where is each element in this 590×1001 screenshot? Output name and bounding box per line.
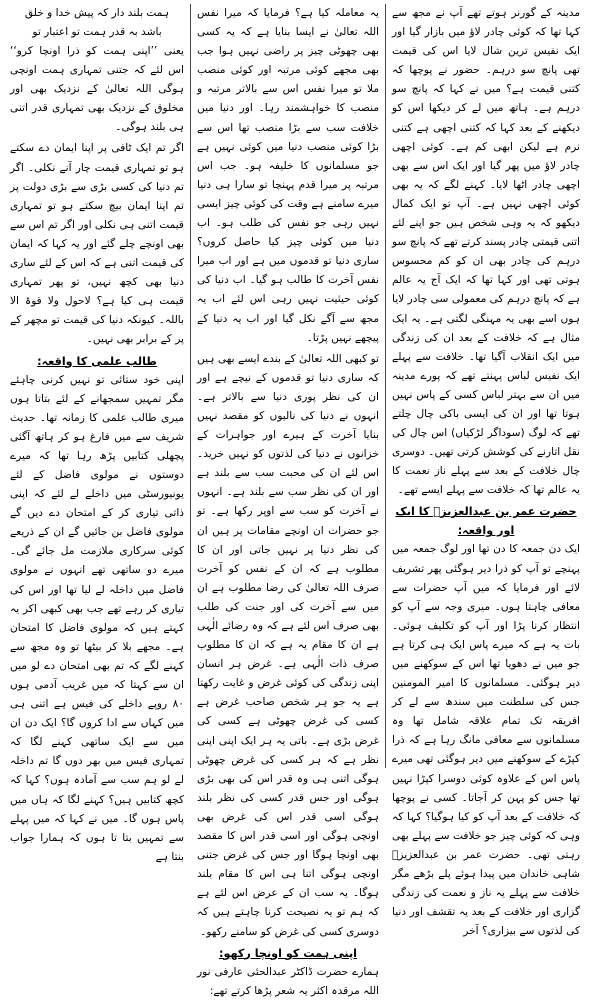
document-page xyxy=(4,4,586,997)
verse-line: باشد بہ قدر ہمت تو اعتبار تو xyxy=(32,26,162,38)
paragraph: تو کبھی اللہ تعالیٰ کے بندے ایسے بھی ہیں کہ ساری دنیا تو قدموں کے نیچے ہے اور ان کی نظر پوری دنیا سے بالاتر ہے۔ انہوں نے دنیا کی نالیوں کو مقصد نہیں بنایا آخرت کے ہیرے اور جواہرات کے خزانوں نے دنیا کی لذتوں کو نہیں خرید۔ اس لئے ان کی محبت سب سے بلند ہے اور ان کی نظر سب سے بلند ہے۔ انہوں نے آخرت کو سب سے اوپر رکھا ہے۔ تو جو حضرات ان اونچے مقامات پر ہیں ان کی نظر دنیا پر نہیں جاتی اور ان کا مطلوب ہے کہ ان کے نفس کو آخرت صرف اللہ تعالیٰ کی رضا مطلوب ہے ان میں سے آخرت کی اور جنت کی طلب بھی صرف اس لئے ہے کہ وہ رضائے الٰہی ہے ان کا مقام یہ ہے کہ ان کا مطلوب صرف ذات الٰہی ہے۔ غرض ہر انسان اپنی زندگی کی کوئی غرض و غایت رکھتا ہے یہ جو ہر شخص صاحب غرض ہے کسی کی غرض چھوٹی ہے کسی کی غرض بڑی ہے۔ باتی یہ ہر ایک اپنی اپنی نظر ہے کہ ہر کسی کی غرض چھوٹی ہوگی اتنی ہی وہ قدر اس کی بھی بڑی ہوگی اور جس قدر کسی کی نظر بلند ہوگی اسی قدر اس کی غرض بھی اونچی ہوگی اور اسی قدر اس کا مقصد بھی اونچا ہوگا اور جس کی غرض جتنی اونچی ہوگی اتنا ہی اس کا مقام بلند ہوگا۔ یہ سب ان کے عرض اس لئے ہے کہ ہم تو یہ نصیحت کرنا چاہتے ہیں کہ دوسری کسی کی غرض کو سامنے رکھو۔ xyxy=(197,352,379,938)
column-left xyxy=(4,4,190,863)
column-right xyxy=(386,4,586,938)
paragraph: مدینہ کے گورنر ہوتے تھے آپ نے مجھ سے کہا تھا کہ کوئی چادر لاؤ میں بازار گیا اور ایک نفیس ترین شال لایا اس کی قیمت تھی پانچ سو درہم۔ حضور نے پوچھا کہ کتنی قیمت ہے؟ میں نے کہا کہ پانچ سو درہم ہے۔ ہاتھ میں لے کر دیکھا اس کو دیکھنے کے بعد کہا کہ کتنی اچھی ہے کتنی نرم ہے لیکن ابھی کم ہے۔ کوئی اچھی چادر لاؤ میں پھر گیا اور ایک اس سے بھی اچھی چادر اٹھا لایا۔ کہنے لگے کہ یہ بھی کوئی اچھی نہیں ہے۔ آپ تو ایک کمال دیکھو کہ یہ وہی شخص ہیں جو اپنے لئے اتنی قیمتی چادر پسند کرتے تھے کہ پانچ سو درہم کی چادر بھی ان کو کم محسوس ہوتی تھی اور کہا تھا کہ ایک آج یہ عالم ہے کہ پانچ درہم کی معمولی سی چادر لایا ہوں اسے بھی یہ مہنگی لگتی ہے۔ یہ ایک مثال ہے کہ خلافت کے بعد ان کی زندگی میں ایک انقلاب آگیا تھا۔ خلافت سے پہلے ایک نفیس لباس پہنتے تھے کہ پورے مدینہ میں ان سے بہتر لباس کسی کے پاس نہیں ہوتا تھا اور ان کی ایسی باکی چال چلتے تھے کہ لوگ (سوداگر لڑکیاں) اس چال کی نقل اتارنے کی کوشش کرتی تھیں۔ دوسری چال خلافت کے بعد سے پہلے ناز نعمت کا یہ عالم تھا کہ خلافت سے پہلے ایسے تھے۔ xyxy=(392,7,580,497)
paragraph: اپنی خود ستائی تو نہیں کرنی چاہئے مگر تمہیں سمجھانے کے لئے بتاتا ہوں میری طالب علمی کا زمانہ تھا۔ حدیث شریف سے میں فارغ ہو کر ہاتھ آگئی پچھلی کتابیں پڑھ رہا تھا کہ میرے دوستوں نے مولوی فاضل کے لئے یونیورسٹی میں داخلے لے لئے کہ اپنی ذاتی تیاری کر کے امتحان دے دیں گے مولوی فاضل بن جائیں گے ان کے ذریعے کوئی سرکاری ملازمت مل جائے گی۔ میرے دو ساتھی تھے انہوں نے مولوی فاضل میں داخلہ لے لیا تھا اور اس کی تیاری کر رہے تھے جب بھی کبھی اکر یہ کہتے ہیں کہ مولوی فاضل کا امتحان ہے۔ مجھے بلا کر بیٹھا تو وہ مجھ سے کہنے لگے کہ تم بھی امتحان دے لو میں ان سے کہتا کہ میں غریب آدمی ہوں ۸۰ روپے داخلے کی فیس ہے اتنی ہی میں کہاں سے ادا کروں گا؟ ایک دن ان میں سے ایک ساتھی کہنے لگا کہ تمہاری فیس میں بھر دوں گا تم داخلہ لے لو ہم سب سے آمادہ ہوں؟ کہا کہ کچھ کتابیں ہیں؟ کہنے لگا کہ ہاں میں پاس ہوں گا۔ میں نے کہا کہ میں پہلے سے تمہیں بتا تا ہوں کہ ہمارا جواب بنتا ہے xyxy=(10,373,184,863)
paragraph: ہمارے حضرت ڈاکٹر عبدالحئی عارفی نور اللہ مرقدہ اکثر یہ شعر پڑھا کرتے تھے: xyxy=(197,965,379,997)
paragraph: اگر تم ایک ٹافی پر اپنا ایمان دے سکتے ہو تو تمہاری قیمت چار آنے نکلی۔ اگر تم دنیا کی کسی بڑی سے بڑی دولت پر تم اپنا ایمان بیچ سکتے ہو تو تمہاری قیمت اتنی ہی نکلی اور اگر تم اس سے بھی اونچے چلے گئے اور یہ کہا کہ ایمان کی قیمت اتنی ہے کہ اس کے لئے ساری دنیا بھی کچھ نہیں، تو پھر تمہاری قیمت ہی کیا ہے؟ لاحول ولا قوۃ الا باللہ۔ کیونکہ دنیا کی قیمت تو مچھر کے پر کے برابر بھی نہیں۔ xyxy=(10,142,184,346)
verse-line: ہمت بلند دار کہ پیش خدا و خلق xyxy=(24,7,170,19)
section-heading: اپنی ہمت کو اونچا رکھو: xyxy=(219,946,357,960)
paragraph: ایک دن جمعہ کا دن تھا اور لوگ جمعہ میں پہنچے تو آپ کو ذرا دیر ہوگئی پھر تشریف لائے اور فرمایا کہ میں آپ حضرات سے معافی چاہتا ہوں۔ میری وجہ سے آپ کو انتظار کرنا پڑا اور آپ کو تکلیف ہوئی۔ بات یہ ہے کہ میرے پاس ایک ہی کرتا ہے جو میں نے دھویا تھا اس کے سوکھنے میں دیر ہوگئی۔ مسلمانوں کا امیر المومنین جس کی سلطنت میں سندھ سے لے کر افریقہ تک تمام علاقہ شامل تھا وہ مسلمانوں سے معافی مانگ رہا ہے کہ ذرا کپڑے کے سوکھنے میں دیر ہوگئی تھی میرے پاس اس کے علاوہ کوئی دوسرا کپڑا نہیں تھا جس کو پہن کر آجاتا۔ کسی نے پوچھا کہ خلافت کے بعد آپ کو کیا ہوگیا؟ کہا کہ وہی کہ کوئی چیز جو خلافت سے پہلے بھی رہتی تھی۔ حضرت عمر بن عبدالعزیزؒ شاہی خاندان میں پیدا ہوئے پلے بڑھے مگر خلافت سے پہلے یہ ناز و نعمت کی زندگی گزاری اور خلافت کے بعد یہ تقشف اور دنیا کی لذتوں سے بیزاری؟ آخر xyxy=(392,543,580,938)
paragraph: یہ معاملہ کیا ہے؟ فرمایا کہ میرا نفس اللہ تعالیٰ نے ایسا بنایا ہے کہ یہ کسی بھی چھوٹی چیز پر راضی نہیں ہوا جب بھی مجھے کوئی مرتبہ اور کوئی منصب ملا تو میرا نفس اس سے بالاتر مرتبہ و منصب کا خواہشمند رہا۔ اور دنیا میں خلافت سب سے بڑا منصب تھا اس سے بڑا کوئی منصب دنیا میں کوئی نہیں ہے جو مسلمانوں کا خلیفہ ہو۔ جب اس مرتبہ پر میرا قدم پہنچا تو سارا ہی دنیا میرے سامنے ہے وقت کی کوئی چیز ایسی نہیں رہی جو نفس کی طلب ہو۔ اب دنیا میں کوئی چیز کیا حاصل کروں؟ ساری دنیا تو قدموں میں ہے اور اب میرا نفس آخرت کا طالب ہو گیا۔ اب دنیا کی کوئی حیثیت نہیں رہی اس لئے اب یہ مجھ سے آگے نکل گیا اور اب یہ دنیا کے پیچھے نہیں پڑتا۔ xyxy=(197,7,379,344)
column-middle xyxy=(190,4,386,997)
paragraph: یعنی ’’اپنی ہمت کو ذرا اونچا کرو‘‘ اس لئے کہ جتنی تمہاری ہمت اونچی ہوگی اللہ تعالیٰ کے نزدیک بھی اور مخلوق کے نزدیک بھی تمہاری قدر اتنی ہی بلند ہوگی۔ xyxy=(10,45,184,134)
section-heading: حضرت عمر بن عبدالعزیزؒ کا ایک اور واقعہ: xyxy=(395,505,577,538)
section-heading: طالب علمی کا واقعہ: xyxy=(37,354,157,368)
